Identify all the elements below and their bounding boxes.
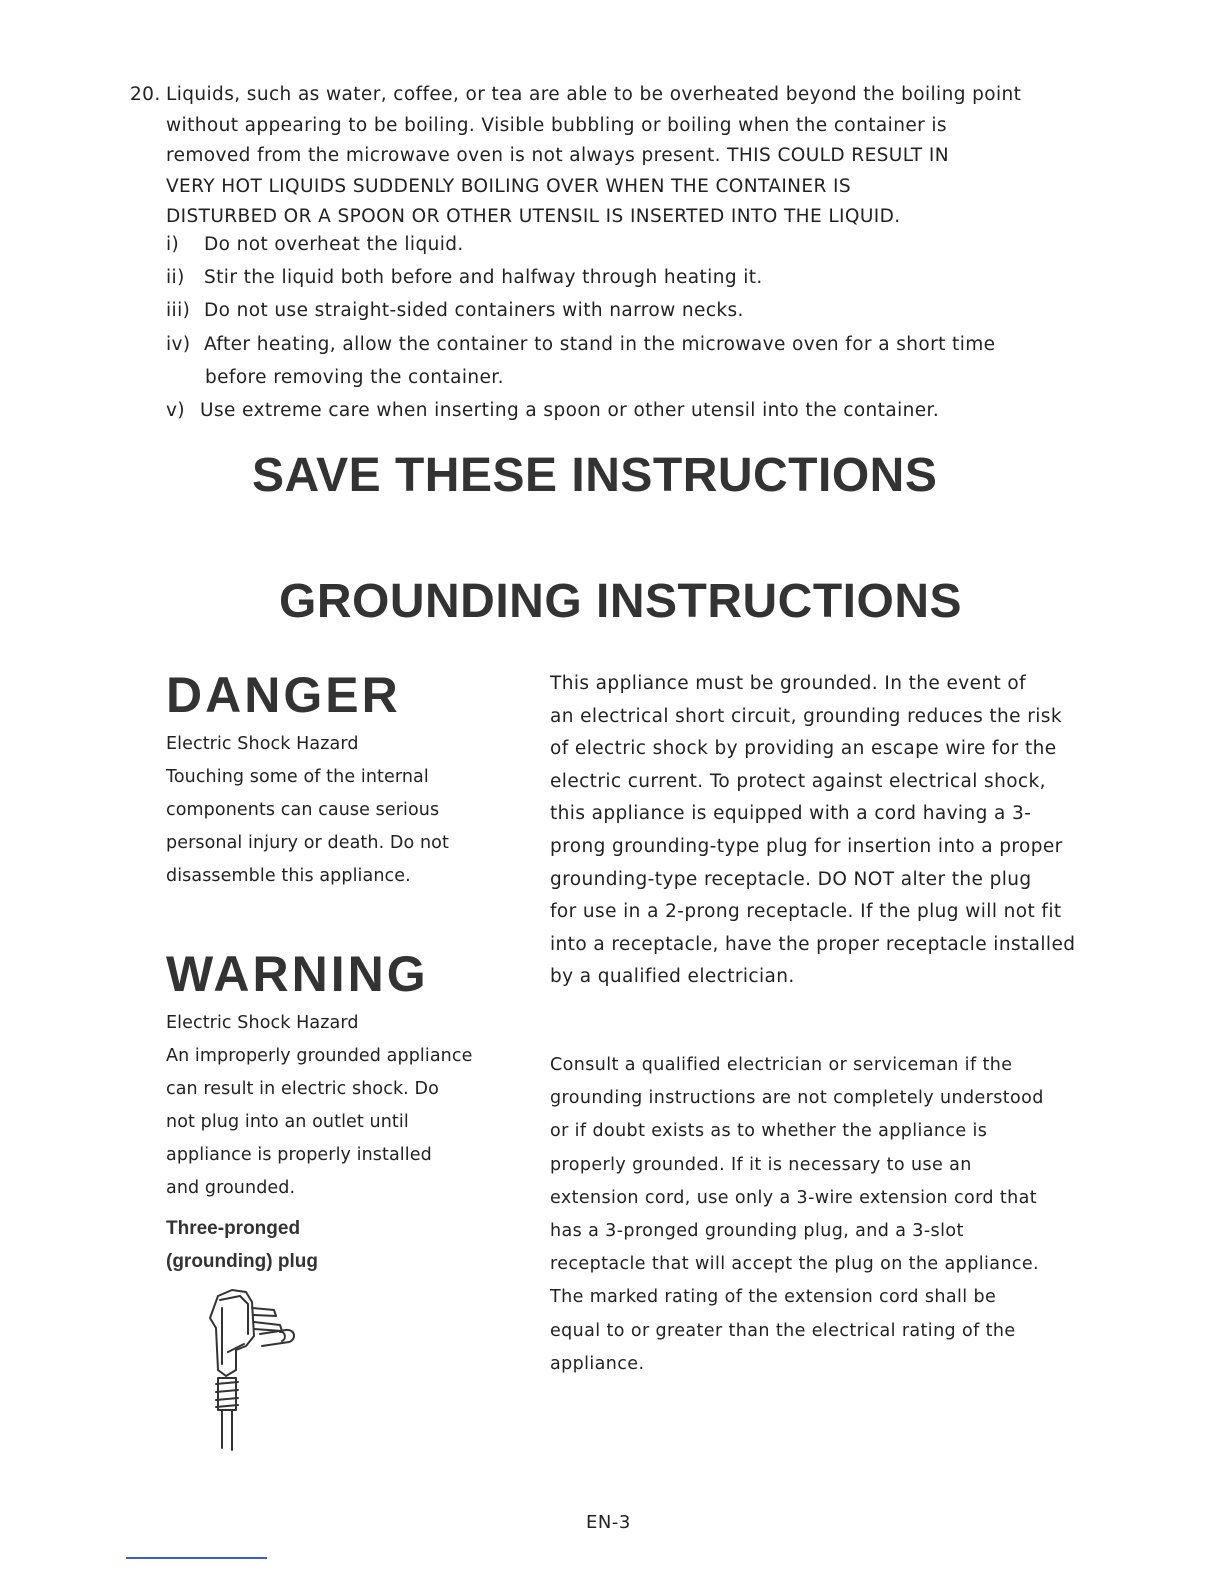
item-number: 20. bbox=[130, 84, 161, 105]
warning-line: not plug into an outlet until bbox=[166, 1112, 409, 1132]
paragraph-line: equal to or greater than the electrical rating of the bbox=[550, 1320, 1016, 1341]
sub-item-text: After heating, allow the container to stand in the microwave oven for a short time bbox=[204, 334, 996, 355]
sub-item bbox=[166, 400, 939, 421]
paragraph-line: The marked rating of the extension cord shall be bbox=[550, 1287, 997, 1308]
danger-text bbox=[166, 728, 449, 893]
danger-line: personal injury or death. Do not bbox=[166, 833, 449, 853]
paragraph-line: appliance. bbox=[550, 1353, 645, 1374]
danger-line: disassemble this appliance. bbox=[166, 866, 411, 886]
paragraph-line: into a receptacle, have the proper receptacle installed bbox=[550, 933, 1076, 955]
warning-line: can result in electric shock. Do bbox=[166, 1079, 439, 1099]
paragraph-line: for use in a 2-prong receptacle. If the plug will not fit bbox=[550, 901, 1062, 923]
paragraph-line: extension cord, use only a 3-wire extension cord that bbox=[550, 1187, 1037, 1208]
warning-line: An improperly grounded appliance bbox=[166, 1046, 473, 1066]
paragraph-line: or if doubt exists as to whether the appliance is bbox=[550, 1121, 988, 1142]
sub-item bbox=[166, 234, 464, 255]
paragraph-line: an electrical short circuit, grounding reduces the risk bbox=[550, 705, 1062, 727]
item20-line: DISTURBED OR A SPOON OR OTHER UTENSIL IS INSERTED INTO THE LIQUID. bbox=[166, 206, 901, 227]
paragraph-line: properly grounded. If it is necessary to use an bbox=[550, 1154, 972, 1175]
paragraph-line: by a qualified electrician. bbox=[550, 966, 795, 988]
item20-line: removed from the microwave oven is not always present. THIS COULD RESULT IN bbox=[166, 145, 949, 166]
sub-item-text: Use extreme care when inserting a spoon or other utensil into the container. bbox=[200, 400, 940, 421]
sub-item-marker: ii) bbox=[166, 267, 185, 288]
sub-item-marker: iv) bbox=[166, 334, 191, 355]
danger-line: Touching some of the internal bbox=[166, 767, 429, 787]
grounding-paragraph-1 bbox=[550, 668, 1075, 994]
item20-paragraph bbox=[166, 80, 1066, 233]
sub-item-continuation: before removing the container. bbox=[205, 367, 504, 388]
danger-line: components can cause serious bbox=[166, 800, 440, 820]
paragraph-line: has a 3-pronged grounding plug, and a 3-slot bbox=[550, 1220, 964, 1241]
grounding-instructions-heading: GROUNDING INSTRUCTIONS bbox=[279, 575, 962, 628]
sub-item-marker: iii) bbox=[166, 300, 191, 321]
sub-item bbox=[166, 334, 995, 355]
sub-item bbox=[166, 300, 744, 321]
warning-line: and grounded. bbox=[166, 1178, 296, 1198]
warning-text bbox=[166, 1007, 472, 1205]
sub-item-text: Do not overheat the liquid. bbox=[204, 234, 464, 255]
footer-rule bbox=[126, 1557, 267, 1559]
sub-item-marker: v) bbox=[166, 400, 185, 421]
warning-line: Electric Shock Hazard bbox=[166, 1013, 359, 1033]
item20-line: without appearing to be boiling. Visible bubbling or boiling when the container is bbox=[166, 114, 947, 136]
plug-label-line: (grounding) plug bbox=[166, 1251, 318, 1272]
item20-line: Liquids, such as water, coffee, or tea are able to be overheated beyond the boiling point bbox=[166, 84, 1022, 105]
danger-heading: DANGER bbox=[166, 667, 401, 723]
three-pronged-plug-icon bbox=[196, 1288, 316, 1454]
paragraph-line: electric current. To protect against electrical shock, bbox=[550, 770, 1046, 792]
sub-item-text: Do not use straight-sided containers with narrow necks. bbox=[204, 300, 744, 321]
page-number: EN-3 bbox=[586, 1512, 631, 1533]
item20-line: VERY HOT LIQUIDS SUDDENLY BOILING OVER WHEN THE CONTAINER IS bbox=[166, 175, 852, 197]
sub-item-text: Stir the liquid both before and halfway through heating it. bbox=[204, 267, 763, 288]
paragraph-line: Consult a qualified electrician or serviceman if the bbox=[550, 1055, 1013, 1075]
plug-label-line: Three-pronged bbox=[166, 1218, 301, 1239]
paragraph-line: This appliance must be grounded. In the event of bbox=[550, 673, 1027, 694]
sub-item-marker: i) bbox=[166, 234, 180, 255]
paragraph-line: prong grounding-type plug for insertion into a proper bbox=[550, 835, 1063, 857]
warning-line: appliance is properly installed bbox=[166, 1145, 432, 1165]
danger-line: Electric Shock Hazard bbox=[166, 734, 359, 754]
paragraph-line: receptacle that will accept the plug on the appliance. bbox=[550, 1254, 1039, 1275]
grounding-paragraph-2 bbox=[550, 1049, 1044, 1381]
save-instructions-heading: SAVE THESE INSTRUCTIONS bbox=[252, 449, 938, 502]
sub-item bbox=[166, 267, 763, 288]
paragraph-line: of electric shock by providing an escape wire for the bbox=[550, 738, 1057, 760]
paragraph-line: grounding instructions are not completely understood bbox=[550, 1088, 1044, 1109]
paragraph-line: grounding-type receptacle. DO NOT alter the plug bbox=[550, 868, 1032, 890]
warning-heading: WARNING bbox=[166, 946, 429, 1002]
paragraph-line: this appliance is equipped with a cord having a 3- bbox=[550, 803, 1032, 825]
plug-label bbox=[166, 1212, 318, 1278]
